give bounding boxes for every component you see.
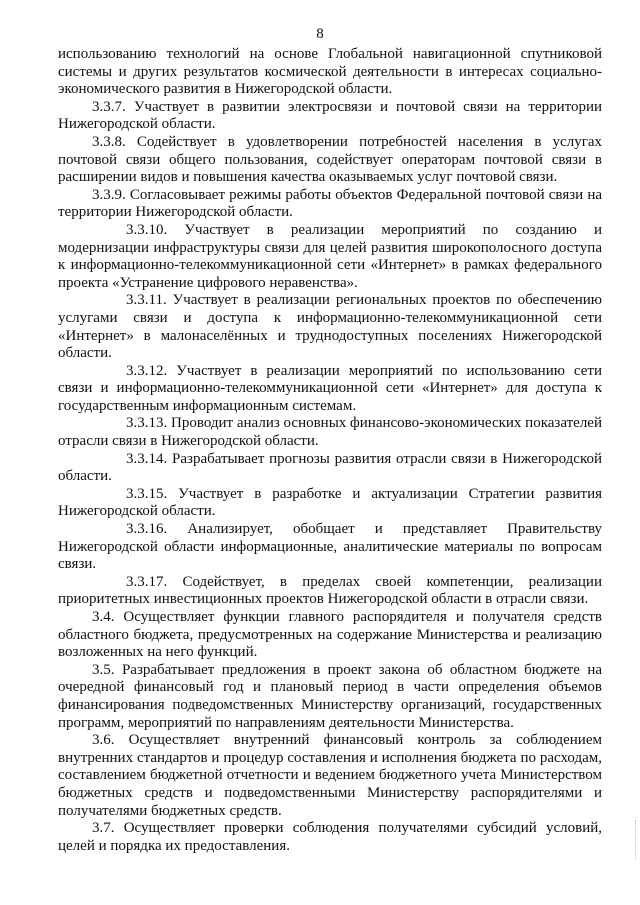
item-text: Осуществляет функции главного распорядителя и получателя средств областного бюджета, предусмотренных на содержание Министерства и реализацию возложенных на него функций.	[58, 609, 602, 661]
item-3-6	[58, 732, 602, 820]
item-text: Разрабатывает предложения в проект закона об областном бюджете на очередной финансовый год и плановый период в части определения объемов финансирования подведомственных Министерству организаций, государственных программ, мероприятий по направлениям деятельности Министерства.	[58, 661, 603, 731]
item-3-4	[58, 609, 602, 662]
item-number: 3.3.11.	[126, 292, 167, 309]
item-number: 3.3.14.	[126, 450, 168, 467]
item-3-3-9	[58, 187, 602, 222]
item-number: 3.3.7.	[92, 98, 126, 115]
item-3-3-7	[58, 99, 602, 134]
item-number: 3.3.16.	[126, 521, 168, 538]
item-number: 3.3.17.	[126, 573, 168, 590]
item-text: Согласовывает режимы работы объектов Федеральной почтовой связи на территории Нижегородской области.	[58, 186, 603, 221]
item-text: Разрабатывает прогнозы развития отрасли связи в Нижегородской области.	[58, 450, 603, 485]
item-text: Участвует в реализации региональных проектов по обеспечению услугами связи и доступа к информационно-телекоммуникационной сети «Интернет» в малонаселённых и труднодоступных поселениях Нижегородской области.	[58, 292, 603, 362]
item-text: Осуществляет проверки соблюдения получателями субсидий условий, целей и порядка их предоставления.	[58, 820, 602, 854]
item-number: 3.5.	[92, 661, 115, 678]
item-3-3-13	[58, 415, 602, 450]
item-number: 3.3.9.	[92, 186, 126, 203]
item-3-3-11	[58, 292, 602, 362]
item-text: Проводит анализ основных финансово-экономических показателей отрасли связи в Нижегородской области.	[58, 415, 602, 450]
item-3-3-14	[58, 451, 602, 486]
item-3-3-15	[58, 486, 602, 521]
scan-edge-marks	[633, 820, 636, 860]
item-text: Участвует в разработке и актуализации Стратегии развития Нижегородской области.	[58, 485, 602, 520]
item-3-3-8	[58, 134, 602, 187]
item-number: 3.3.10.	[126, 221, 168, 238]
item-number: 3.4.	[92, 609, 115, 625]
item-number: 3.3.13.	[126, 415, 168, 432]
item-3-3-16	[58, 521, 602, 574]
item-text: Анализирует, обобщает и представляет Правительству Нижегородской области информационные, аналитические материалы по вопросам связи.	[58, 521, 603, 573]
item-text: Участвует в реализации мероприятий по созданию и модернизации инфраструктуры связи для целей развития широкополосного доступа к информационно-телекоммуникационной сети «Интернет» в рамках федерального проекта «Устранение цифрового неравенства».	[58, 221, 602, 291]
item-text: Осуществляет внутренний финансовый контроль за соблюдением внутренних стандартов и процедур составления и исполнения бюджета по расходам, составлением бюджетной отчетности и ведением бюджетного учета Министерством бюджетных средств и подведомственными Министерству распорядителями и получателями бюджетных средств.	[58, 732, 602, 819]
page-number: 8	[316, 26, 324, 42]
document-body	[58, 46, 602, 855]
paragraph-continuation: использованию технологий на основе Глобальной навигационной спутниковой системы и других результатов космической деятельности в интересах социально-экономического развития в Нижегородской области.	[58, 46, 602, 98]
item-3-3-10	[58, 222, 602, 292]
item-text: Участвует в развитии электросвязи и почтовой связи на территории Нижегородской области.	[58, 98, 603, 133]
item-3-3-17	[58, 574, 602, 609]
item-number: 3.6.	[92, 732, 115, 749]
item-number: 3.3.8.	[92, 133, 126, 150]
item-text: Содействует, в пределах своей компетенции, реализации приоритетных инвестиционных проектов Нижегородской области в отрасли связи.	[58, 573, 602, 608]
item-number: 3.3.15.	[126, 485, 168, 502]
item-3-5	[58, 662, 602, 732]
item-3-7	[58, 820, 602, 855]
item-number: 3.7.	[92, 820, 115, 837]
item-number: 3.3.12.	[126, 362, 168, 379]
item-text: Участвует в реализации мероприятий по использованию сети связи и информационно-телекоммуникационной сети «Интернет» для доступа к государственным информационным системам.	[58, 362, 602, 414]
item-text: Содействует в удовлетворении потребностей населения в услугах почтовой связи общего пользования, содействует операторам почтовой связи в расширении видов и повышения качества оказываемых услуг почтовой связи.	[58, 133, 603, 186]
item-3-3-12	[58, 363, 602, 416]
